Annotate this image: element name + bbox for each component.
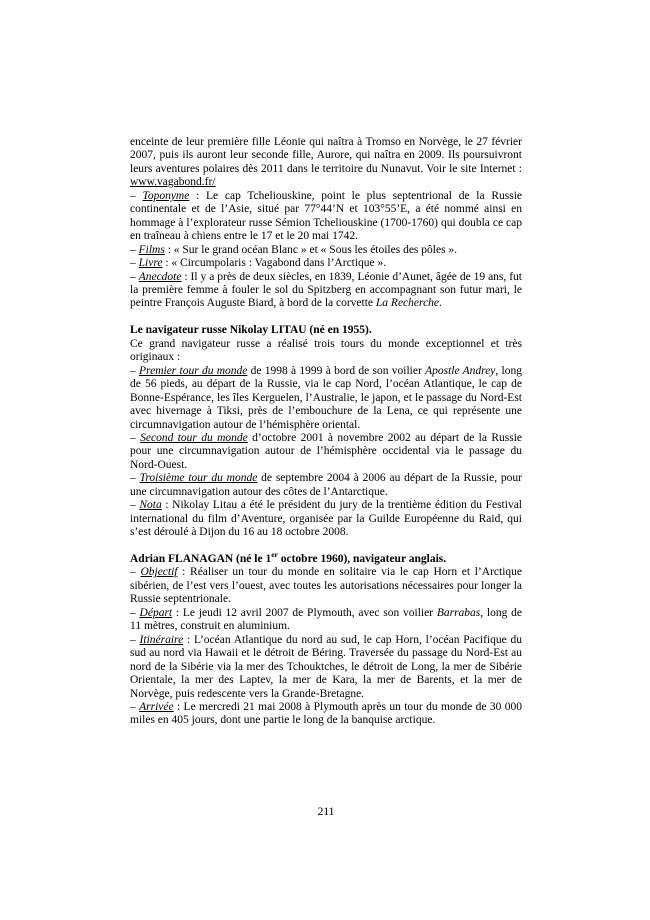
text-run: : Le jeudi 12 avril 2007 de Plymouth, avec son voilier — [172, 606, 437, 619]
text-run: Premier tour du monde — [139, 364, 248, 377]
text-run: : Réaliser un tour du monde en solitaire via le cap Horn et l’Arctique sibérien, de l’est vers l’ouest, avec toutes les autorisations nécessaires pour longer la Russie septentrionale. — [130, 566, 522, 606]
text-paragraph — [130, 271, 522, 311]
text-run: , long de 56 pieds, au départ de la Russie, via le cap Nord, l’océan Atlantique, le cap de Bonne-Espérance, les îles Kerguelen, l’Australie, le japon, et le passage du Nord-Est avec hivernage à Tiksi, près de l’embouchure de la Lena, ce qui représente une circumnavigation autour de l’hémisphère oriental. — [130, 364, 522, 431]
text-run: – — [130, 606, 140, 619]
text-paragraph — [130, 244, 522, 257]
text-paragraph — [130, 432, 522, 472]
text-run: Le navigateur russe Nikolay LITAU (né en 1955). — [130, 324, 372, 337]
text-run: – — [130, 701, 140, 713]
page-number: 211 — [317, 806, 335, 818]
text-run: Objectif — [140, 566, 178, 579]
text-paragraph — [130, 338, 522, 365]
document-blocks — [130, 136, 522, 728]
text-run: . — [439, 297, 442, 310]
text-run: – — [130, 364, 140, 377]
text-run: Apostle Andrey — [425, 364, 496, 377]
text-paragraph — [130, 499, 522, 539]
text-run: Nota — [139, 499, 162, 512]
text-run: : Le cap Tcheliouskine, point le plus septentrional de la Russie continentale et de l’Asie, situé par 77°44’N et 103°55’E, a été nommé ainsi en hommage à l’explorateur russe Sémion Tcheliouskine (1700-1760) qui doubla ce cap en traîneau à chiens entre le 17 et le 20 mai 1742. — [130, 189, 522, 243]
text-run: Troisième tour du monde — [139, 472, 258, 485]
text-paragraph — [130, 136, 522, 190]
text-run: – — [130, 257, 139, 270]
text-run: : « Circumpolaris : Vagabond dans l’Arctique ». — [162, 257, 387, 270]
text-run: Anecdote — [138, 270, 182, 283]
text-paragraph — [130, 566, 522, 606]
text-paragraph — [130, 257, 522, 270]
text-run: Barrabas — [436, 606, 481, 619]
text-run: Second tour du monde — [140, 431, 248, 444]
text-run: octobre 1960), navigateur anglais. — [277, 553, 447, 566]
text-run: Adrian FLANAGAN (né le 1 — [130, 553, 272, 566]
text-run: Arrivée — [139, 701, 174, 713]
text-run: de 1998 à 1999 à bord de son voilier — [247, 364, 426, 377]
text-paragraph — [130, 701, 522, 728]
text-run: Livre — [138, 257, 163, 270]
text-paragraph — [130, 365, 522, 432]
text-paragraph — [130, 472, 522, 499]
text-paragraph — [130, 607, 522, 634]
text-run: d’octobre 2001 à novembre 2002 au départ de la Russie pour une circumnavigation autour de l’hémisphère occidental via le passage du Nord-Ouest. — [130, 431, 522, 471]
text-run: , long de 11 mètres, construit en aluminium. — [130, 606, 522, 633]
text-run: – — [130, 431, 141, 444]
text-run: – — [130, 633, 140, 646]
text-run: – — [130, 270, 139, 283]
text-run: de septembre 2004 à 2006 au départ de la Russie, pour une circumnavigation autour des côtes de l’Antarctique. — [130, 472, 522, 498]
section-heading — [130, 324, 522, 337]
text-run: – — [130, 472, 140, 485]
text-run: : Le mercredi 21 mai 2008 à Plymouth après un tour du monde de 30 000 miles en 405 jours, dont une partie le long de la banquise arctique. — [130, 701, 522, 727]
text-run: – — [130, 499, 140, 512]
text-run: er — [271, 550, 278, 560]
text-run: : Nikolay Litau a été le président du jury de la trentième édition du Festival international du film d’Aventure, organisée par la Guilde Européenne du Raid, qui s’est déroulé à Dijon du 16 au 18 octobre 2008. — [130, 499, 522, 539]
section-heading — [130, 550, 522, 566]
text-run: La Recherche — [375, 297, 440, 310]
text-run: Films — [138, 243, 165, 256]
text-run: Départ — [139, 606, 173, 619]
text-paragraph — [130, 190, 522, 244]
text-run: Toponyme — [142, 189, 190, 202]
text-run: Itinéraire — [139, 633, 184, 646]
text-run: – — [130, 566, 141, 579]
website-link[interactable]: www.vagabond.fr/ — [130, 176, 216, 189]
text-run: – — [130, 189, 143, 202]
text-run: : Il y a près de deux siècles, en 1839, Léonie d’Aunet, âgée de 19 ans, fut la première femme à fouler le sol du Spitzberg en accompagnant son futur mari, le peintre François Auguste Biard, à bord de la corvette — [130, 270, 522, 310]
text-run: enceinte de leur première fille Léonie qui naîtra à Tromso en Norvège, le 27 février 2007, puis ils auront leur seconde fille, Aurore, qui naîtra en 2009. Ils poursuivront leurs aventures polaires dès 2011 dans le territoire du Nunavut. Voir le site Internet : — [130, 136, 522, 175]
text-run: : « Sur le grand océan Blanc » et « Sous les étoiles des pôles ». — [164, 243, 458, 256]
text-run: : L’océan Atlantique du nord au sud, le cap Horn, l’océan Pacifique du sud au nord via Hawaii et le détroit de Béring. Traversée du passage du Nord-Est au nord de la Sibérie via la mer des Tchouktches, le détroit de Long, la mer de Sibérie Orientale, la mer des Laptev, la mer de Kara, la mer de Barents, et la mer de Norvège, puis redescente vers la Grande-Bretagne. — [130, 633, 522, 700]
text-run: – — [130, 243, 139, 256]
text-paragraph — [130, 634, 522, 701]
text-run: Ce grand navigateur russe a réalisé trois tours du monde exceptionnel et très originaux : — [130, 337, 522, 364]
